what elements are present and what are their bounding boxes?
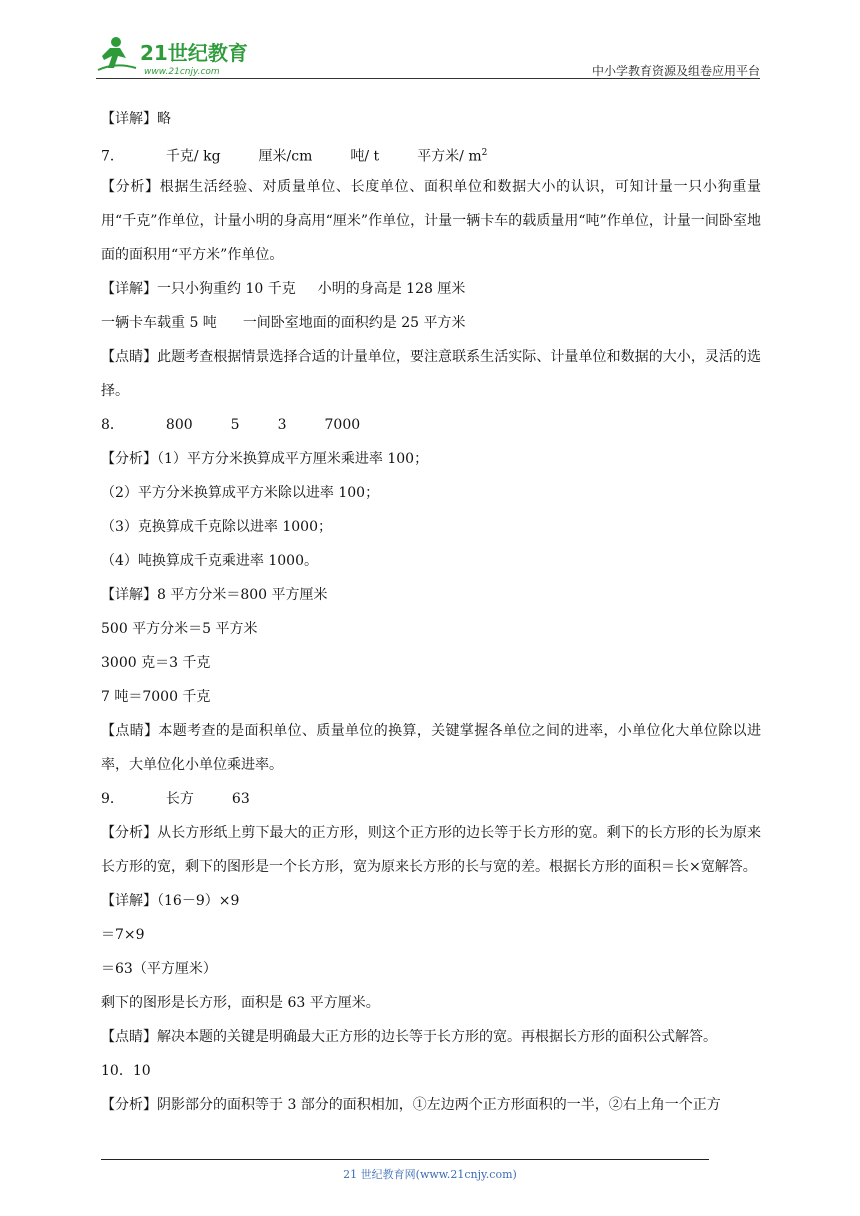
superscript: 2 (481, 148, 488, 158)
answer-line-9 (101, 782, 761, 816)
text-line: 500 平方分米＝5 平方米 (101, 621, 258, 637)
text-segment: 【详解】一只小狗重约 10 千克 (101, 281, 296, 297)
answer: 63 (231, 791, 250, 807)
header-divider (96, 78, 760, 79)
document-body (101, 102, 761, 1122)
question-number: 7． (101, 148, 124, 165)
text-line: （4）吨换算成千克乘进率 1000。 (101, 553, 318, 569)
text-segment: 小明的身高是 128 厘米 (317, 281, 466, 297)
text-line: ＝7×9 (101, 927, 145, 943)
footer-divider (101, 1159, 709, 1160)
analysis-paragraph: 【分析】从长方形纸上剪下最大的正方形，则这个正方形的边长等于长方形的宽。剩下的长方形的长为原来长方形的宽，剩下的图形是一个长方形，宽为原来长方形的长与宽的差。根据长方形的面积＝长×宽解答。 (101, 825, 761, 875)
text-line: （3）克换算成千克除以进率 1000； (101, 519, 332, 535)
answer: 平方米/ m (417, 148, 482, 165)
logo-text: 21世纪教育 (140, 41, 248, 65)
text-line: 【点睛】解决本题的关键是明确最大正方形的边长等于长方形的宽。再根据长方形的面积公式解答。 (101, 1029, 717, 1045)
text-segment: 一间卧室地面的面积约是 25 平方米 (242, 315, 466, 331)
text-segment: 一辆卡车载重 5 吨 (101, 315, 217, 331)
logo-url: www.21cnjy.com (144, 67, 220, 77)
runner-icon (98, 37, 136, 70)
text-line: 【详解】略 (101, 111, 171, 127)
answer: 7000 (324, 417, 361, 433)
comment-paragraph: 【点睛】本题考查的是面积单位、质量单位的换算，关键掌握各单位之间的进率，小单位化大单位除以进率，大单位化小单位乘进率。 (101, 723, 761, 773)
text-line: 【详解】（16－9）×9 (101, 893, 240, 909)
page-footer: 21 世纪教育网(www.21cnjy.com) (343, 1168, 517, 1181)
detail-line (101, 272, 761, 306)
text-line: （2）平方分米换算成平方米除以进率 100； (101, 485, 380, 501)
question-number: 9． (101, 791, 124, 807)
text-line: 3000 克＝3 千克 (101, 655, 211, 671)
question-number: 8． (101, 417, 124, 433)
answer-line-7 (101, 136, 761, 170)
answer: 吨/ t (350, 148, 380, 165)
answer: 800 (165, 417, 193, 433)
answer-line-8 (101, 408, 761, 442)
logo (96, 34, 266, 78)
answer: 长方 (165, 791, 194, 807)
site-name: 中小学教育资源及组卷应用平台 (591, 64, 760, 78)
text-line: 7 吨＝7000 千克 (101, 689, 211, 705)
answer: 5 (230, 417, 240, 433)
text-line: 10．10 (101, 1063, 151, 1079)
detail-line (101, 306, 761, 340)
text-line: 【分析】（1）平方分米换算成平方厘米乘进率 100； (101, 451, 429, 467)
text-line: 剩下的图形是长方形，面积是 63 平方厘米。 (101, 995, 380, 1011)
answer: 厘米/cm (258, 148, 313, 165)
analysis-paragraph: 【分析】根据生活经验、对质量单位、长度单位、面积单位和数据大小的认识，可知计量一只小狗重量用“千克”作单位，计量小明的身高用“厘米”作单位，计量一辆卡车的载质量用“吨”作单位，计量一间卧室地面的面积用“平方米”作单位。 (101, 179, 761, 263)
text-line: ＝63（平方厘米） (101, 961, 217, 977)
text-line: 【分析】阴影部分的面积等于 3 部分的面积相加，①左边两个正方形面积的一半，②右上角一个正方 (101, 1097, 721, 1113)
text-line: 【详解】8 平方分米＝800 平方厘米 (101, 587, 328, 603)
page-header (96, 30, 760, 80)
answer: 3 (277, 417, 287, 433)
comment-paragraph: 【点睛】此题考查根据情景选择合适的计量单位，要注意联系生活实际、计量单位和数据的大小，灵活的选择。 (101, 349, 761, 399)
answer: 千克/ kg (165, 148, 221, 165)
